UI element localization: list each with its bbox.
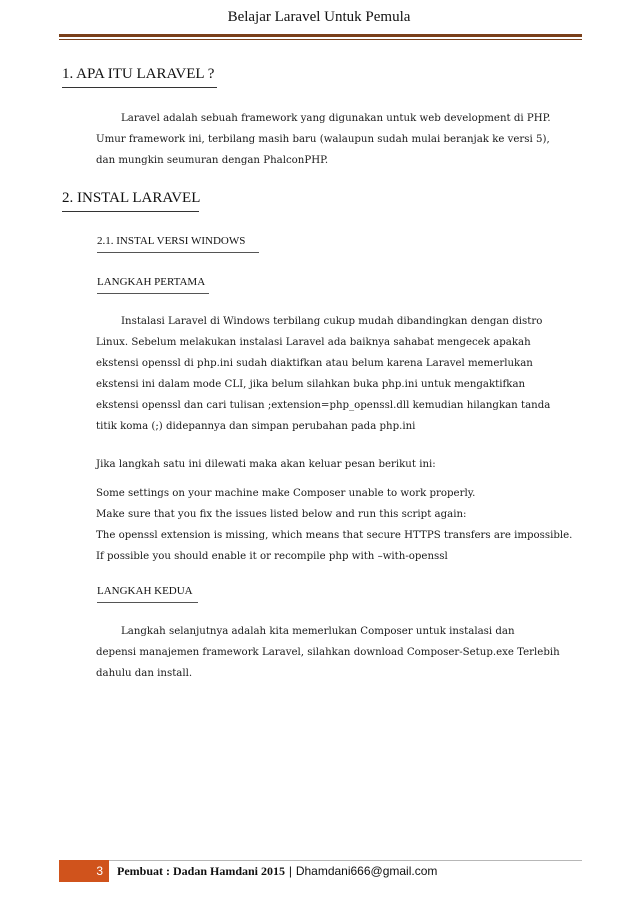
page-header-title: Belajar Laravel Untuk Pemula: [227, 9, 411, 25]
section-2-heading-underline: [62, 211, 199, 212]
step-2-underline: [97, 602, 198, 603]
step-1-note: [96, 454, 436, 475]
header-rule-thick: [59, 34, 582, 37]
message-line: If possible you should enable it or recompile php with –with-openssl: [96, 551, 448, 562]
step-2-label: LANGKAH KEDUA: [97, 585, 193, 597]
message-line: Some settings on your machine make Composer unable to work properly.: [96, 488, 476, 499]
paragraph-line: ekstensi openssl di php.ini sudah diaktifkan atau belum karena Laravel memerlukan: [96, 358, 533, 369]
message-line: The openssl extension is missing, which means that secure HTTPS transfers are impossible.: [96, 530, 573, 541]
paragraph-line: depensi manajemen framework Laravel, silahkan download Composer-Setup.exe Terlebih: [96, 647, 560, 658]
paragraph-line: ekstensi ini dalam mode CLI, jika belum silahkan buka php.ini untuk mengaktifkan: [96, 379, 526, 390]
subsection-2-1-heading: 2.1. INSTAL VERSI WINDOWS: [97, 235, 246, 247]
paragraph-line: Instalasi Laravel di Windows terbilang cukup mudah dibandingkan dengan distro: [121, 316, 543, 327]
paragraph-line: Laravel adalah sebuah framework yang digunakan untuk web development di PHP.: [121, 113, 551, 124]
page-number: 3: [59, 860, 109, 882]
step-2-paragraph: [96, 621, 560, 684]
step-1-underline: [97, 293, 209, 294]
section-1-paragraph: [96, 108, 551, 171]
step-1-label: LANGKAH PERTAMA: [97, 276, 206, 288]
section-1-heading: 1. APA ITU LARAVEL ?: [62, 66, 215, 82]
error-message-block: [96, 483, 572, 567]
section-1-heading-underline: [62, 87, 217, 88]
footer-text: [117, 864, 437, 879]
note-line: Jika langkah satu ini dilewati maka akan keluar pesan berikut ini:: [96, 459, 436, 470]
paragraph-line: dahulu dan install.: [96, 668, 193, 679]
paragraph-line: titik koma (;) didepannya dan simpan perubahan pada php.ini: [96, 421, 416, 432]
step-1-paragraph: [96, 311, 550, 437]
paragraph-line: ekstensi openssl dan cari tulisan ;extension=php_openssl.dll kemudian hilangkan tanda: [96, 400, 551, 411]
footer-author: Pembuat : Dadan Hamdani 2015: [117, 864, 286, 878]
subsection-2-1-underline: [97, 252, 259, 253]
footer-email: Dhamdani666@gmail.com: [295, 864, 438, 878]
paragraph-line: Linux. Sebelum melakukan instalasi Laravel ada baiknya sahabat mengecek apakah: [96, 337, 531, 348]
paragraph-line: dan mungkin seumuran dengan PhalconPHP.: [96, 155, 329, 166]
header-rule-thin: [59, 39, 582, 40]
paragraph-line: Langkah selanjutnya adalah kita memerlukan Composer untuk instalasi dan: [121, 626, 515, 637]
footer-rule: [59, 860, 582, 861]
section-2-heading: 2. INSTAL LARAVEL: [62, 190, 201, 206]
message-line: Make sure that you fix the issues listed below and run this script again:: [96, 509, 467, 520]
paragraph-line: Umur framework ini, terbilang masih baru (walaupun sudah mulai beranjak ke versi 5),: [96, 134, 550, 145]
footer-separator: |: [288, 864, 292, 878]
